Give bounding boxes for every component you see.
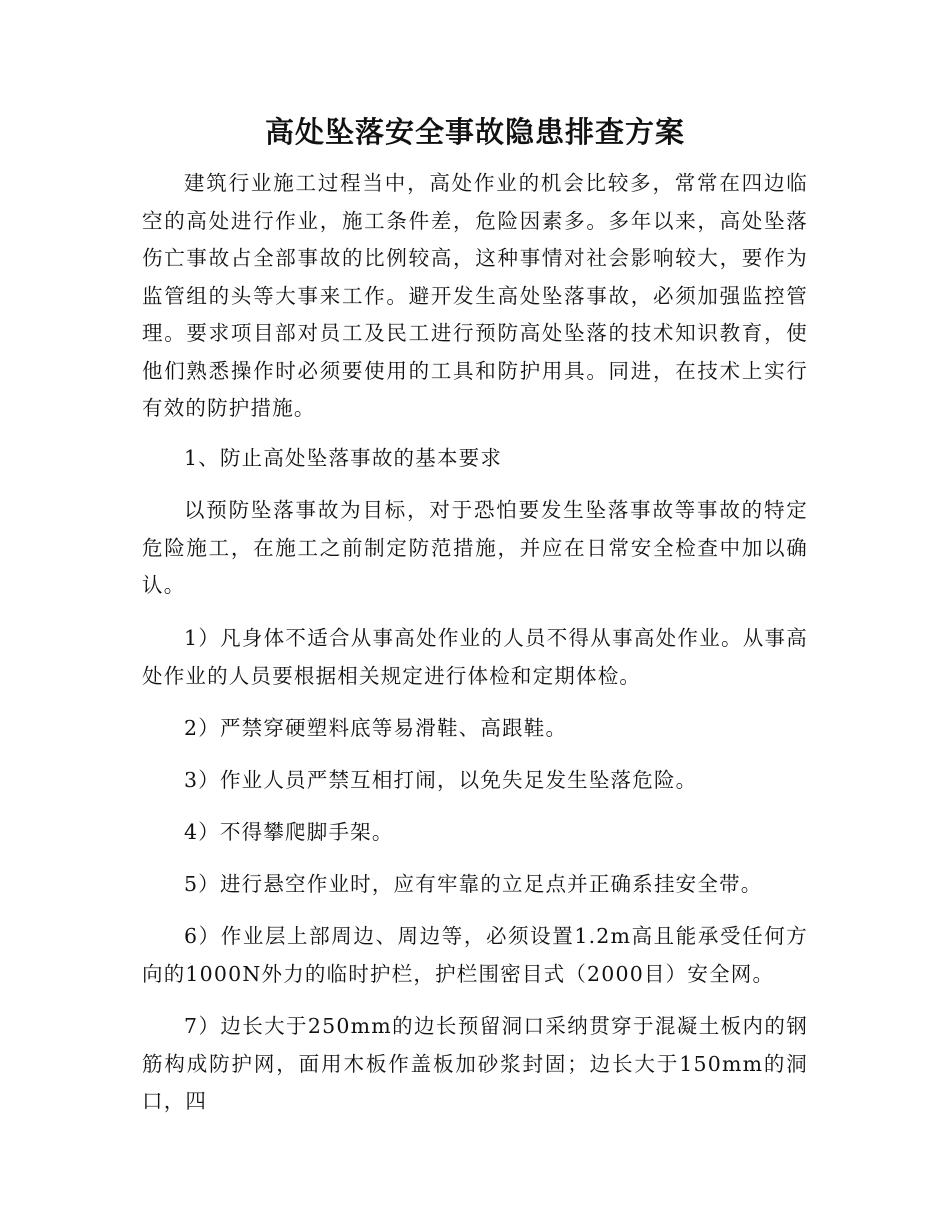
list-item-3: 3）作业人员严禁互相打闹，以免失足发生坠落危险。 [184,768,698,792]
list-item-5: 5）进行悬空作业时，应有牢靠的立足点并正确系挂安全带。 [184,872,763,896]
paragraph-intro: 建筑行业施工过程当中，高处作业的机会比较多，常常在四边临空的高处进行作业，施工条件差，危险因素多。多年以来，高处坠落伤亡事故占全部事故的比例较高，这种事情对社会影响较大，要作为监管组的头等大事来工作。避开发生高处坠落事故，必须加强监控管理。要求项目部对员工及民工进行预防高处坠落的技术知识教育，使他们熟悉操作时必须要使用的工具和防护用具。同进，在技术上实行有效的防护措施。 [142,171,808,420]
list-item-6: 6）作业层上部周边、周边等，必须设置1.2m高且能承受任何方向的1000N外力的临时护栏，护栏围密目式（2000目）安全网。 [142,924,808,986]
paragraph-requirements: 以预防坠落事故为目标，对于恐怕要发生坠落事故等事故的特定危险施工，在施工之前制定防范措施，并应在日常安全检查中加以确认。 [142,498,808,597]
document-title: 高处坠落安全事故隐患排查方案 [264,115,685,149]
list-item-1: 1）凡身体不适合从事高处作业的人员不得从事高处作业。从事高处作业的人员要根据相关规定进行体检和定期体检。 [142,626,808,688]
section-heading: 1、防止高处坠落事故的基本要求 [184,446,503,470]
list-item-4: 4）不得攀爬脚手架。 [184,820,394,844]
list-item-7: 7）边长大于250mm的边长预留洞口采纳贯穿于混凝土板内的钢筋构成防护网，面用木板作盖板加砂浆封固；边长大于150mm的洞口，四 [142,1014,808,1113]
list-item-2: 2）严禁穿硬塑料底等易滑鞋、高跟鞋。 [184,716,568,740]
